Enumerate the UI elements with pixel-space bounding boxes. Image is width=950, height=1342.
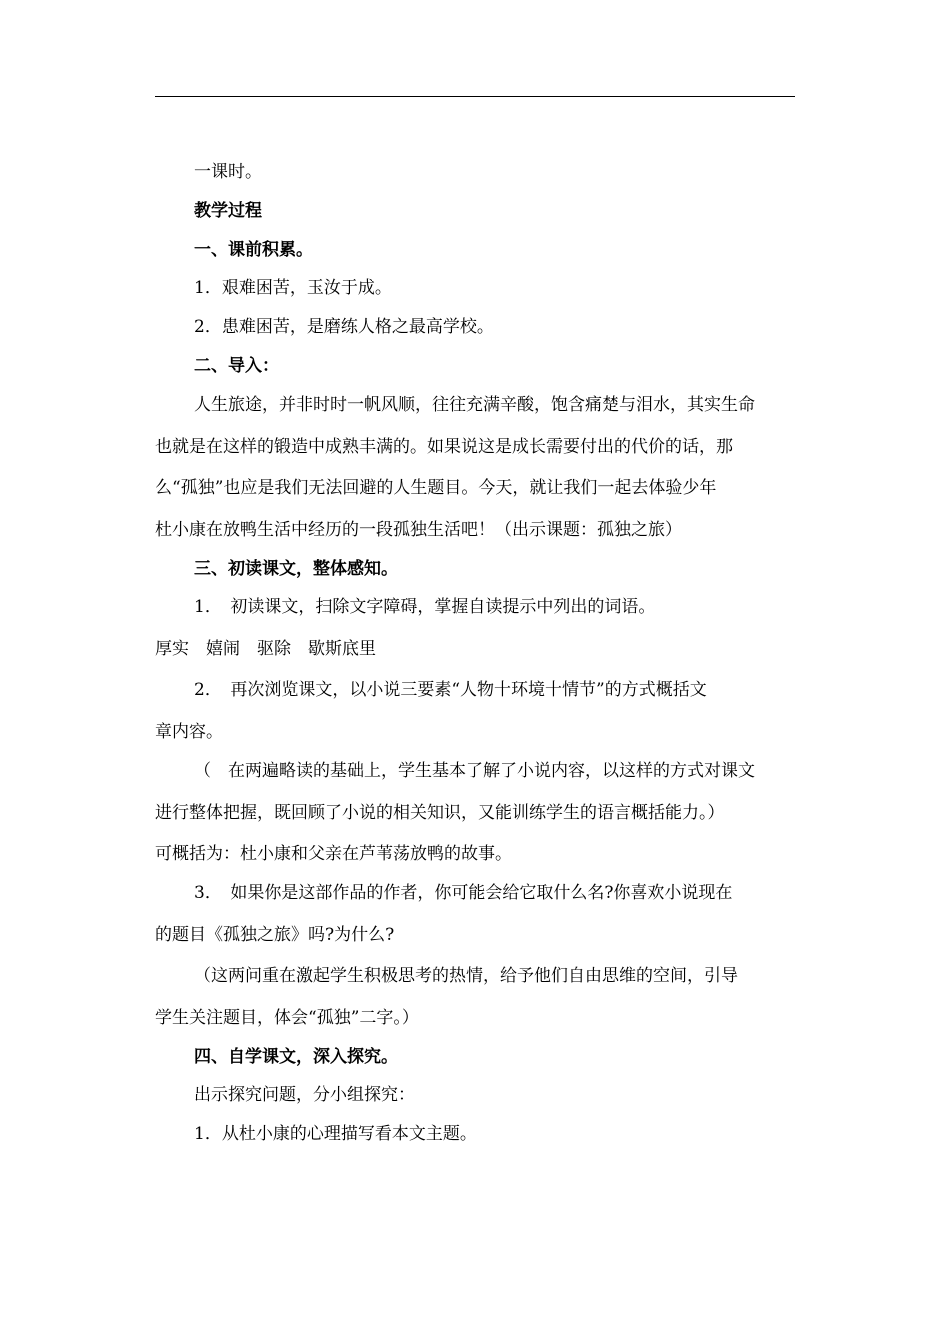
note-line: （这两问重在激起学生积极思考的热情，给予他们自由思维的空间，引导	[194, 966, 738, 986]
paragraph-line: 章内容。	[155, 722, 223, 742]
section-heading: 二、导入：	[194, 356, 279, 376]
paragraph-line: 人生旅途，并非时时一帆风顺，往往充满辛酸，饱含痛楚与泪水，其实生命	[194, 395, 755, 415]
note-line: 进行整体把握，既回顾了小说的相关知识，又能训练学生的语言概括能力。）	[155, 803, 725, 823]
section-heading: 教学过程	[194, 201, 262, 221]
list-item: 3． 如果你是这部作品的作者，你可能会给它取什么名?你喜欢小说现在	[194, 883, 733, 903]
note-line: 学生关注题目，体会“孤独”二字。）	[155, 1008, 419, 1028]
section-heading: 四、自学课文，深入探究。	[194, 1047, 398, 1067]
note-line: （ 在两遍略读的基础上，学生基本了解了小说内容，以这样的方式对课文	[194, 761, 755, 781]
paragraph-line: 杜小康在放鸭生活中经历的一段孤独生活吧！（出示课题：孤独之旅）	[155, 520, 682, 540]
list-item: 2． 再次浏览课文，以小说三要素“人物十环境十情节”的方式概括文	[194, 680, 707, 700]
section-heading: 三、初读课文，整体感知。	[194, 559, 398, 579]
list-item: 1．艰难困苦，玉汝于成。	[194, 278, 392, 298]
paragraph-line: 也就是在这样的锻造中成熟丰满的。如果说这是成长需要付出的代价的话，那	[155, 437, 733, 457]
paragraph-line: 的题目《孤独之旅》吗?为什么?	[155, 925, 395, 945]
paragraph-line: 么“孤独”也应是我们无法回避的人生题目。今天，就让我们一起去体验少年	[155, 478, 717, 498]
paragraph: 出示探究问题，分小组探究：	[194, 1085, 415, 1105]
vocabulary-line: 厚实 嬉闹 驱除 歇斯底里	[155, 639, 376, 659]
paragraph-line: 可概括为：杜小康和父亲在芦苇荡放鸭的故事。	[155, 844, 512, 864]
paragraph: 一课时。	[194, 162, 262, 182]
list-item: 1． 初读课文，扫除文字障碍，掌握自读提示中列出的词语。	[194, 597, 656, 617]
list-item: 1．从杜小康的心理描写看本文主题。	[194, 1124, 477, 1144]
list-item: 2．患难困苦，是磨练人格之最高学校。	[194, 317, 494, 337]
section-heading: 一、课前积累。	[194, 240, 313, 260]
header-rule	[155, 96, 795, 97]
